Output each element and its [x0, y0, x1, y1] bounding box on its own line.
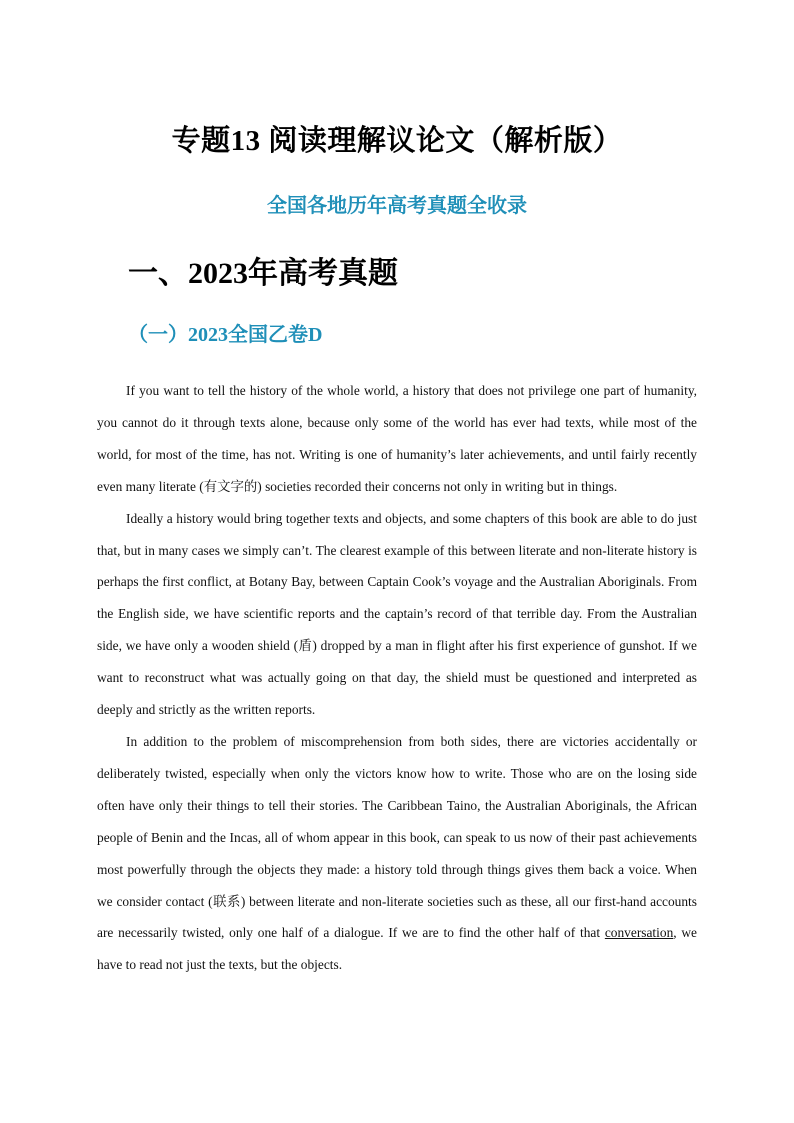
- paragraph-2: Ideally a history would bring together texts and objects, and some chapters of this book are able to do just that, but in many cases we simply can’t. The clearest example of this between literate and non-literate history is perhaps the first conflict, at Botany Bay, between Captain Cook’s voyage and the Australian Aboriginals. From the English side, we have scientific reports and the captain’s record of that terrible day. From the Australian side, we have only a wooden shield (盾) dropped by a man in flight after his first experience of gunshot. If we want to reconstruct what was actually going on that day, the shield must be questioned and interpreted as deeply and strictly as the written reports.: [97, 510, 697, 718]
- page-subtitle: 全国各地历年高考真题全收录: [267, 195, 527, 217]
- section-heading: 一、2023年高考真题: [128, 257, 398, 290]
- subsection-heading: （一）2023全国乙卷D: [128, 324, 323, 346]
- passage-body: [97, 375, 697, 981]
- paragraph-3: [97, 726, 697, 981]
- paragraph-3-text-a: In addition to the problem of miscomprehension from both sides, there are victories accidentally or deliberately twisted, especially when only the victors know how to write. Those who are on the losing side often have only their things to tell their stories. The Caribbean Taino, the Australian Aboriginals, the African people of Benin and the Incas, all of whom appear in this book, can speak to us now of their past achievements most powerfully through the objects they made: a history told through things gives them back a voice. When we consider contact (联系) between literate and non-literate societies such as these, all our first-hand accounts are necessarily twisted, only one half of a dialogue. If we are to find the other half of that: [97, 733, 697, 941]
- underlined-word-conversation: conversation: [604, 925, 674, 941]
- paragraph-1: If you want to tell the history of the whole world, a history that does not privilege one part of humanity, you cannot do it through texts alone, because only some of the world has ever had texts, while most of the world, for most of the time, has not. Writing is one of humanity’s later achievements, and until fairly recently even many literate (有文字的) societies recorded their concerns not only in writing but in things.: [97, 383, 697, 494]
- page-title: 专题13 阅读理解议论文（解析版）: [171, 125, 623, 157]
- paragraph-3-text-b: , we have to read not just the texts, but the objects.: [97, 925, 697, 973]
